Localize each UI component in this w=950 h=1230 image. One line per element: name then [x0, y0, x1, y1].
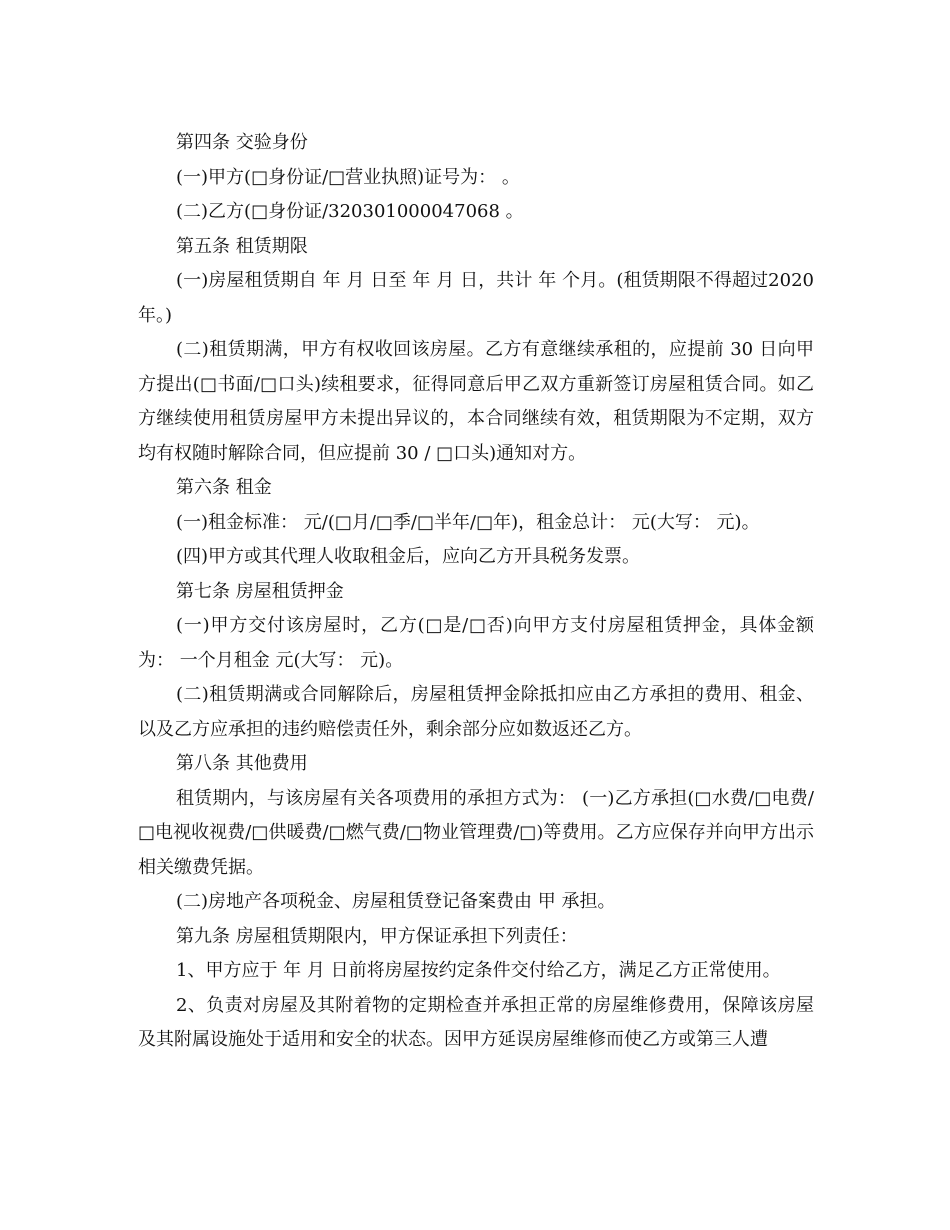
clause-rent-standard: (一)租金标准： 元/(□月/□季/□半年/□年)，租金总计： 元(大写： 元)。: [176, 511, 760, 533]
clause-deposit-amount: (一)甲方交付该房屋时，乙方(□是/□否)向甲方支付房屋租赁押金，具体金额为： 一个月租金 元(大写： 元)。: [138, 615, 814, 671]
document-body: [138, 126, 814, 1058]
article-4-heading: 第四条 交验身份: [176, 132, 308, 153]
clause-maintenance: 2、负责对房屋及其附着物的定期检查并承担正常的房屋维修费用，保障该房屋及其附属设施处于适用和安全的状态。因甲方延误房屋维修而使乙方或第三人遭: [138, 994, 814, 1050]
clause-deposit-return: (二)租赁期满或合同解除后，房屋租赁押金除抵扣应由乙方承担的费用、租金、以及乙方应承担的违约赔偿责任外，剩余部分应如数返还乙方。: [138, 684, 814, 740]
clause-taxes: (二)房地产各项税金、房屋租赁登记备案费由 甲 承担。: [176, 891, 616, 912]
clause-party-b-id: (二)乙方(□身份证/320301000047068 。: [176, 201, 524, 222]
article-5-heading: 第五条 租赁期限: [176, 235, 308, 257]
clause-party-a-id: (一)甲方(□身份证/□营业执照)证号为： 。: [176, 166, 520, 188]
clause-other-fees: 租赁期内，与该房屋有关各项费用的承担方式为： (一)乙方承担(□水费/□电费/□电视收视费/□供暖费/□燃气费/□物业管理费/□)等费用。乙方应保存并向甲方出示相关缴费凭据。: [138, 787, 814, 878]
clause-rent-invoice: (四)甲方或其代理人收取租金后，应向乙方开具税务发票。: [176, 546, 641, 567]
clause-delivery: 1、甲方应于 年 月 日前将房屋按约定条件交付给乙方，满足乙方正常使用。: [176, 960, 781, 981]
clause-lease-term: (一)房屋租赁期自 年 月 日至 年 月 日，共计 年 个月。(租赁期限不得超过2020年。): [138, 270, 814, 326]
article-6-heading: 第六条 租金: [176, 477, 272, 498]
article-8-heading: 第八条 其他费用: [176, 753, 308, 774]
clause-lease-renewal: (二)租赁期满，甲方有权收回该房屋。乙方有意继续承租的，应提前 30 日向甲方提出(□书面/□口头)续租要求，征得同意后甲乙双方重新签订房屋租赁合同。如乙方继续使用租赁房屋甲方未提出异议的，本合同继续有效，租赁期限为不定期，双方均有权随时解除合同，但应提前 30 / □口头)通知对方。: [138, 339, 814, 464]
article-9-heading: 第九条 房屋租赁期限内，甲方保证承担下列责任：: [176, 925, 578, 947]
article-7-heading: 第七条 房屋租赁押金: [176, 580, 344, 602]
